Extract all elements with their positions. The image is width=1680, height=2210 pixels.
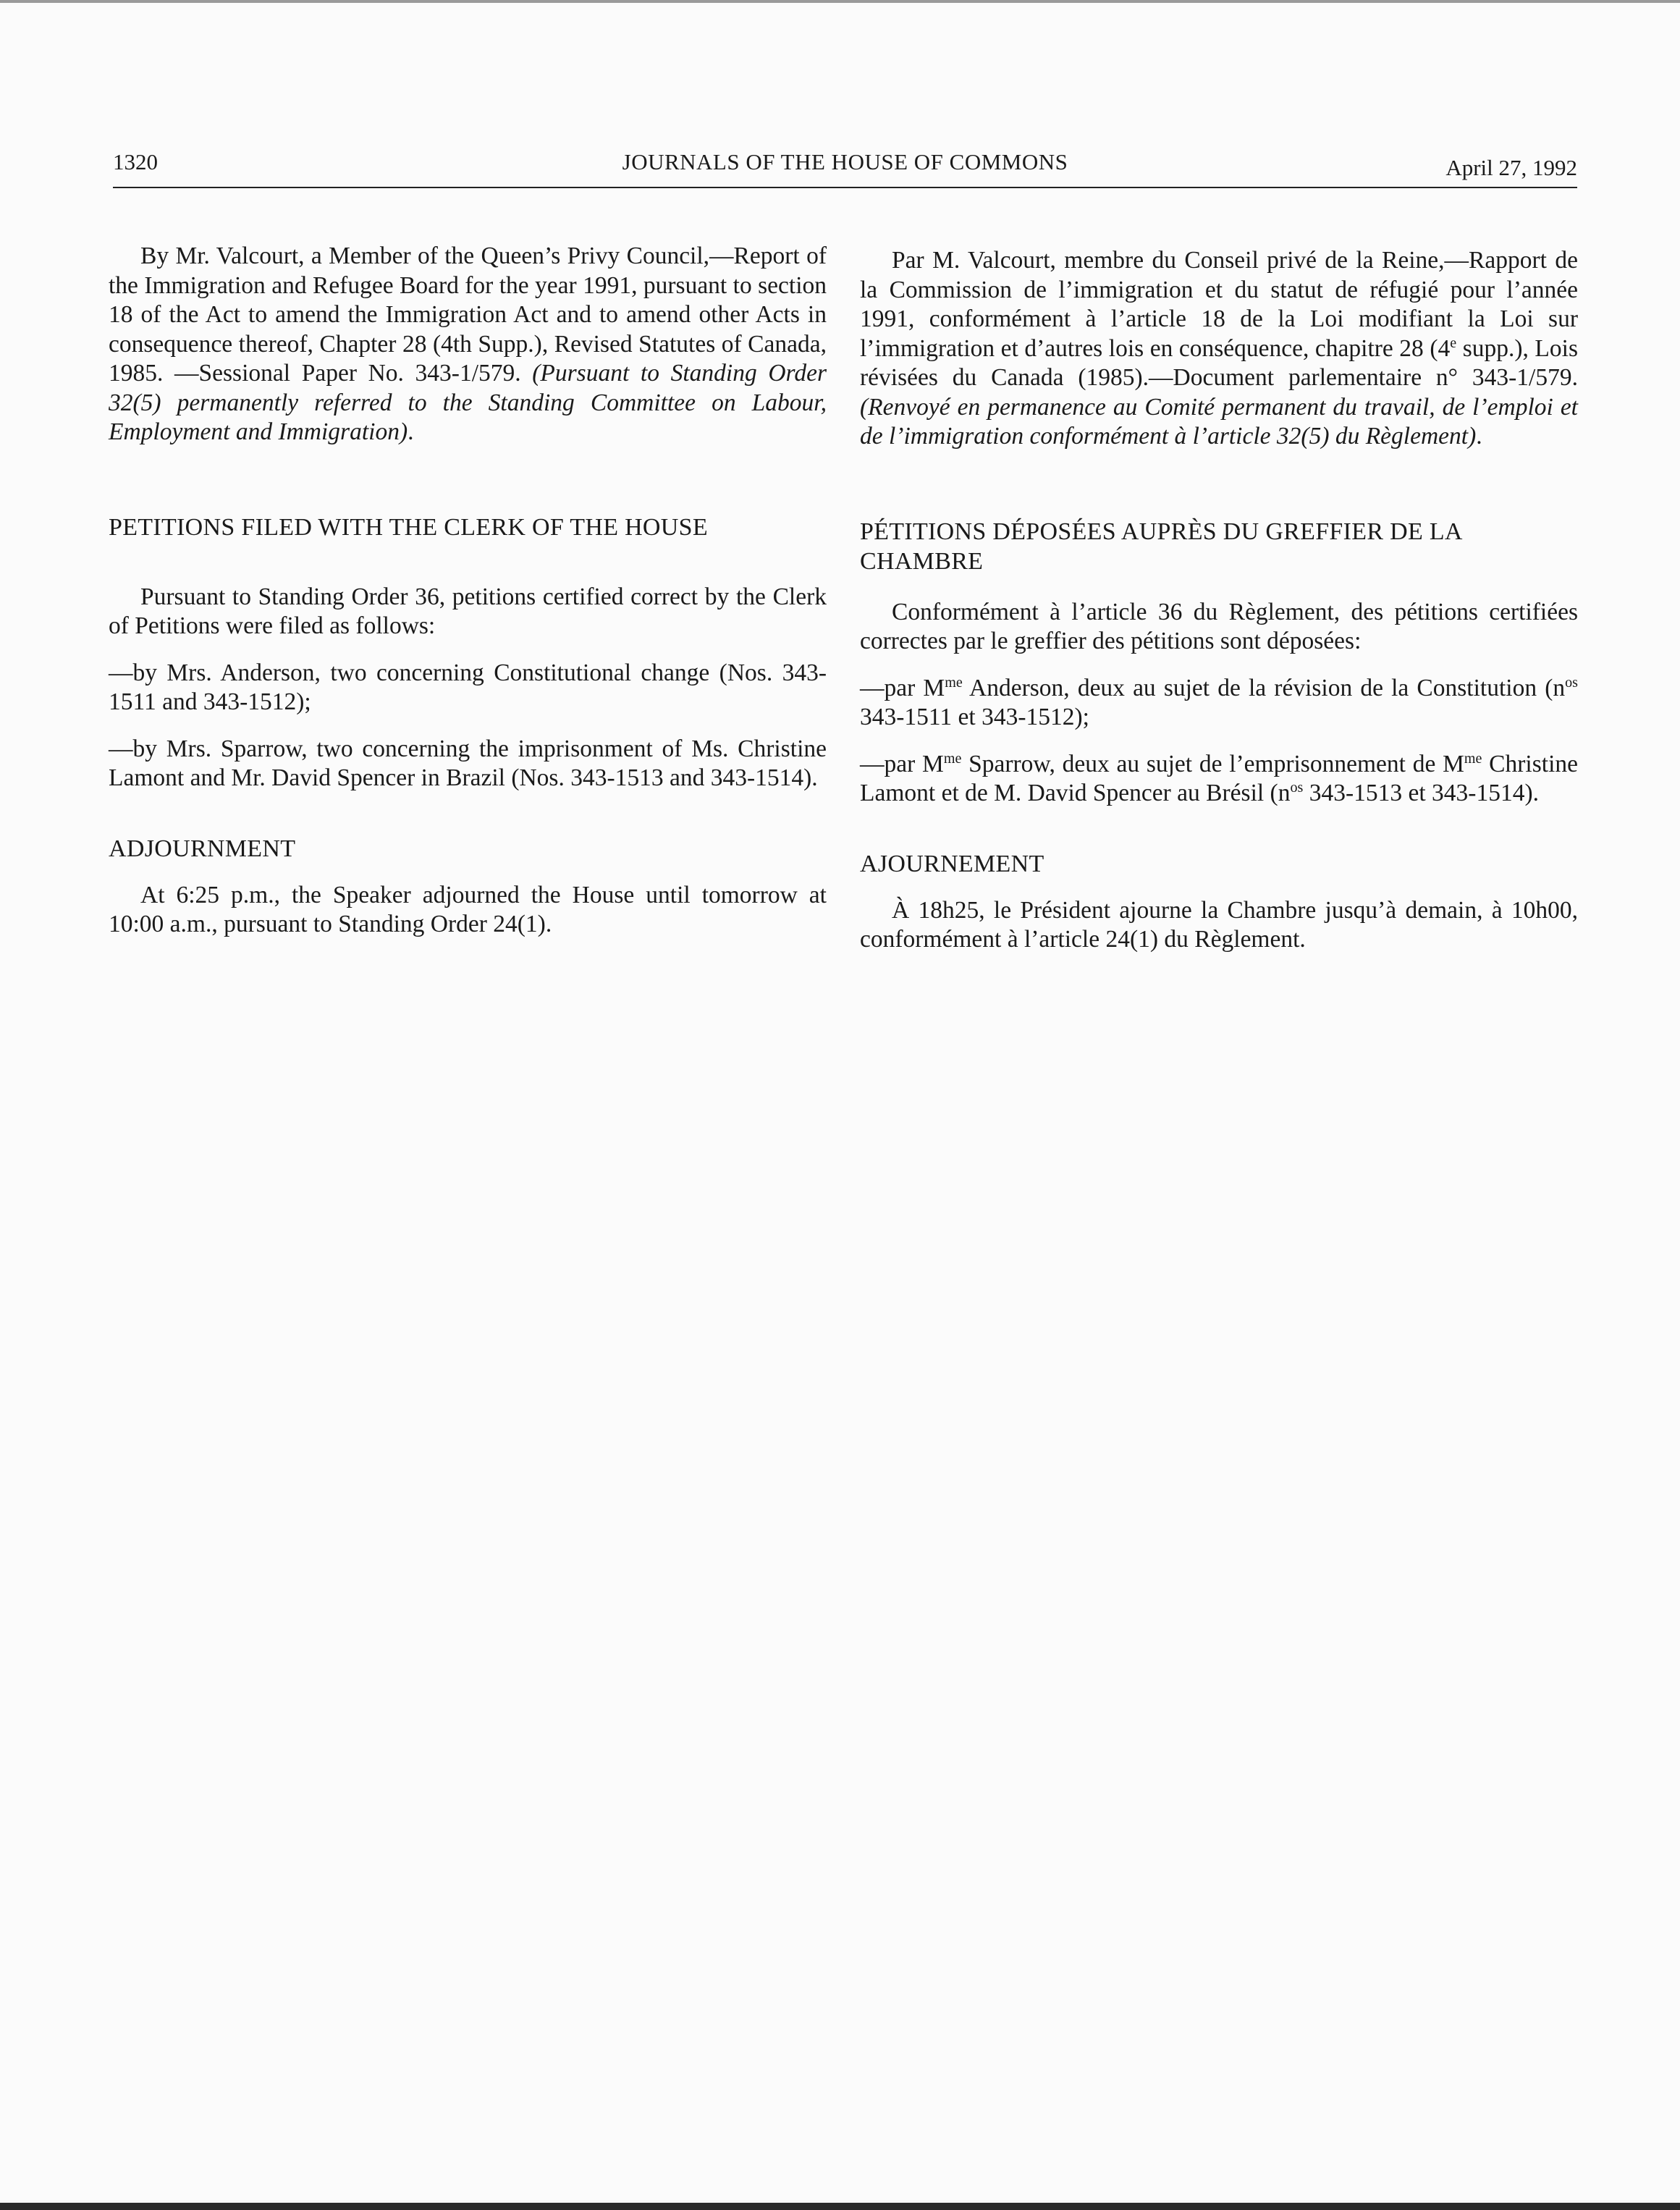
petitions-heading-en: PETITIONS FILED WITH THE CLERK OF THE HOUSE (109, 513, 708, 541)
report-end-en: . (408, 418, 414, 445)
petitions-intro-en: Pursuant to Standing Order 36, petitions certified correct by the Clerk of Petitions were filed as follows: (109, 583, 827, 639)
petition-sparrow-en: —by Mrs. Sparrow, two concerning the imprisonment of Ms. Christine Lamont and Mr. David Spencer in Brazil (Nos. 343-1513 and 343-1514). (109, 735, 827, 791)
petition-1-text2-fr: 343-1511 et 343-1512); (860, 704, 1089, 730)
report-sup-fr: e (1450, 334, 1457, 351)
scan-bottom-edge (0, 2203, 1680, 2210)
adjournment-heading-fr: AJOURNEMENT (860, 850, 1044, 877)
french-column (860, 246, 1578, 955)
adjournment-heading-en: ADJOURNMENT (109, 835, 296, 862)
petition-1-sup2-fr: os (1565, 674, 1578, 691)
report-text-en: By Mr. Valcourt, a Member of the Queen’s Privy Council,—Report of the Immigration and Refugee Board for the year 1991, pursuant to section 18 of the Act to amend the Immigration Act and to amend other Acts in consequence thereof, Chapter 28 (4th Supp.), Revised Statutes of Canada, 1985. —Sessional Paper No. 343-1/579. (109, 242, 827, 387)
petitions-intro-fr: Conformément à l’article 36 du Règlement, des pétitions certifiées correctes par le greffier des pétitions sont déposées: (860, 598, 1578, 654)
report-referral-en: (Pursuant to Standing Order 32(5) permanently referred to the Standing Committee on Labour, Employment and Immigration) (109, 360, 827, 445)
report-text-fr: Par M. Valcourt, membre du Conseil privé de la Reine,—Rapport de la Commission de l’immigration et du statut de réfugié pour l’année 1991, conformément à l’article 18 de la Loi modifiant la Loi sur l’immigration et d’autres lois en conséquence, chapitre 28 (4 (860, 247, 1578, 362)
petition-2-sup3-fr: os (1290, 779, 1304, 796)
report-paragraph-en (109, 242, 827, 447)
petition-anderson-fr (860, 674, 1578, 733)
petition-sparrow-fr (860, 750, 1578, 809)
report-referral-fr: (Renvoyé en permanence au Comité permanent du travail, de l’emploi et de l’immigration conformément à l’article 32(5) du Règlement) (860, 393, 1578, 450)
english-column (109, 242, 827, 940)
petition-2-text3-fr: 343-1513 et 343-1514). (1303, 780, 1539, 806)
petition-1-text-fr: Anderson, deux au sujet de la révision de la Constitution (n (962, 674, 1566, 701)
page-header (113, 142, 1577, 188)
page-number: 1320 (113, 149, 158, 174)
petition-2-sup-fr: me (943, 750, 962, 767)
petitions-heading-fr: PÉTITIONS DÉPOSÉES AUPRÈS DU GREFFIER DE LA CHAMBRE (860, 518, 1461, 575)
petition-1-sup-fr: me (945, 674, 963, 691)
journal-title: JOURNALS OF THE HOUSE OF COMMONS (622, 149, 1068, 174)
petition-2-text2-fr: Christine Lamont et de M. David Spencer au Brésil (n (860, 750, 1578, 806)
petition-1-pre-fr: —par M (860, 674, 945, 701)
petition-2-sup2-fr: me (1464, 750, 1482, 767)
scan-top-edge (0, 0, 1680, 3)
petition-2-pre-fr: —par M (860, 750, 944, 777)
report-text2-fr: supp.), Lois révisées du Canada (1985).—Document parlementaire n° 343-1/579. (860, 334, 1578, 391)
petition-2-text-fr: Sparrow, deux au sujet de l’emprisonnement de M (961, 750, 1464, 777)
adjournment-text-en: At 6:25 p.m., the Speaker adjourned the House until tomorrow at 10:00 a.m., pursuant to Standing Order 24(1). (109, 881, 827, 937)
report-end-fr: . (1476, 423, 1482, 450)
petition-anderson-en: —by Mrs. Anderson, two concerning Constitutional change (Nos. 343-1511 and 343-1512); (109, 659, 827, 715)
adjournment-text-fr: À 18h25, le Président ajourne la Chambre jusqu’à demain, à 10h00, conformément à l’article 24(1) du Règlement. (860, 896, 1578, 953)
report-paragraph-fr (860, 246, 1578, 452)
page-date: April 27, 1992 (1445, 155, 1577, 180)
